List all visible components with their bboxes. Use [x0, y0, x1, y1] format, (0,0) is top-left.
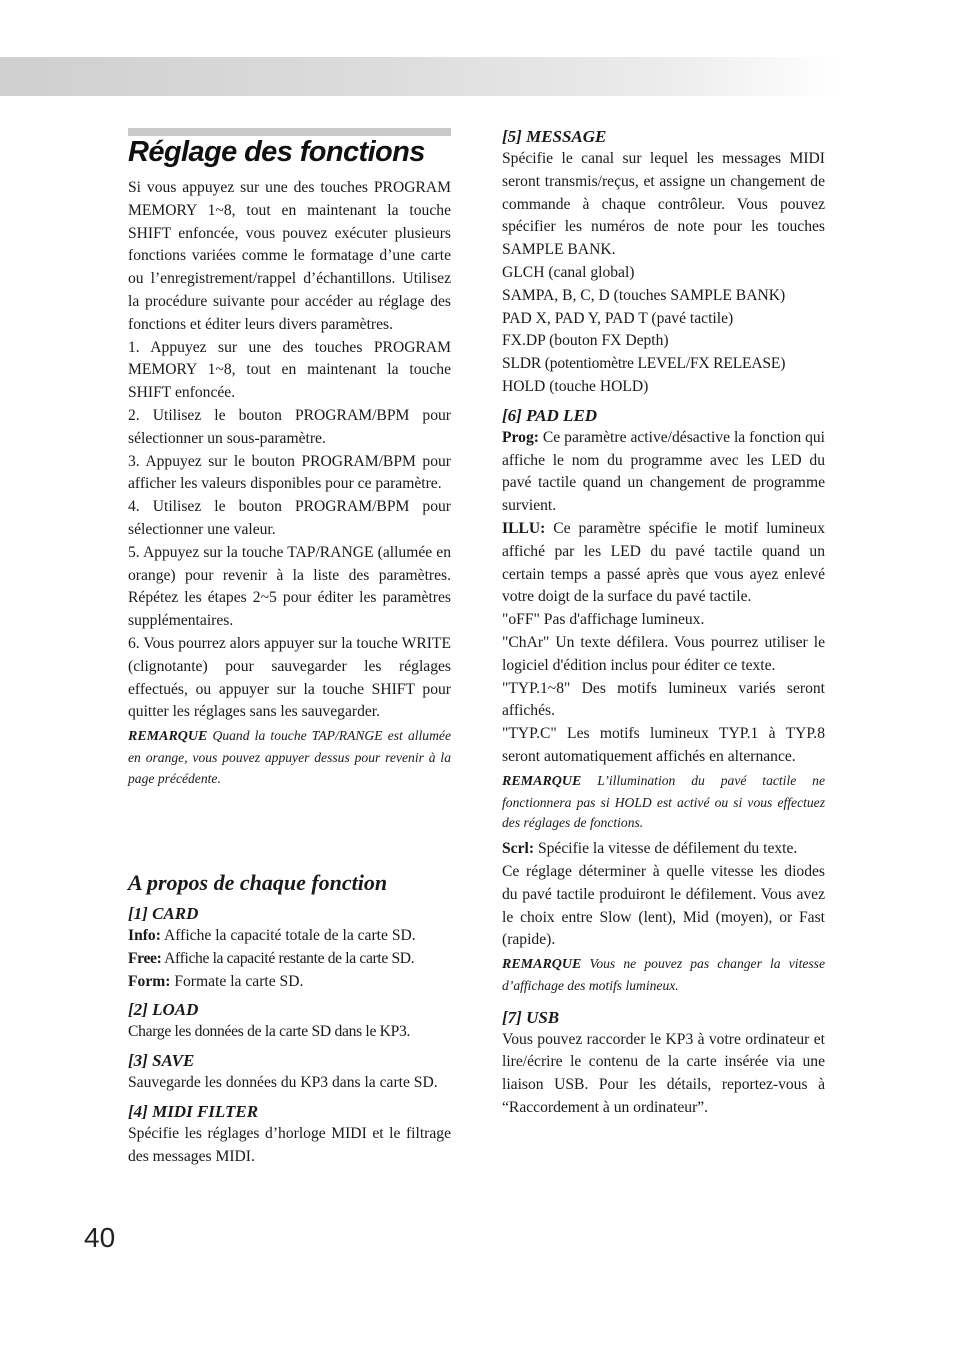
scrl-text: Spécifie la vitesse de défilement du texte. — [534, 840, 798, 858]
message-item-fxdp: FX.DP (bouton FX Depth) — [502, 332, 669, 350]
usb-heading: [7] USB — [502, 1007, 560, 1027]
right-column-body — [502, 126, 825, 1120]
message-item-pad: PAD X, PAD Y, PAD T (pavé tactile) — [502, 309, 734, 327]
left-column-body — [128, 177, 451, 790]
card-info-label: Info: — [128, 927, 161, 944]
prog-paragraph — [502, 427, 825, 518]
card-info — [128, 925, 451, 948]
remark-text: Vous ne pouvez pas changer la vitesse d’affichage des motifs lumineux. — [502, 956, 825, 993]
card-form-text: Formate la carte SD. — [170, 972, 304, 990]
illu-off: "oFF" Pas d'affichage lumineux. — [502, 611, 705, 629]
message-heading: [5] MESSAGE — [502, 127, 607, 146]
step-4: 4. Utilisez le bouton PROGRAM/BPM pour sélectionner une valeur. — [128, 498, 451, 538]
step-6: 6. Vous pourrez alors appuyer sur la touche WRITE (clignotante) pour sauvegarder les réglages effectués, ou appuyer sur la touche SHIFT pour quitter les réglages sans les sauvegarder. — [128, 634, 451, 721]
card-heading: [1] CARD — [128, 904, 199, 923]
illu-paragraph — [502, 518, 825, 609]
load-text: Charge les données de la carte SD dans le KP3. — [128, 1023, 411, 1041]
illu-typ: "TYP.1~8" Des motifs lumineux variés seront affichés. — [502, 679, 825, 720]
save-heading: [3] SAVE — [128, 1051, 195, 1071]
remark-tag: REMARQUE — [128, 729, 208, 745]
remark-tag: REMARQUE — [502, 957, 582, 973]
scrl-detail: Ce réglage déterminer à quelle vitesse les diodes du pavé tactile produiront le défilement. Vous avez le choix entre Slow (lent), Mid (moyen), or Fast (rapide). — [502, 862, 825, 949]
load-heading: [2] LOAD — [128, 1000, 199, 1020]
card-free-label: Free: — [128, 949, 162, 967]
remark-note-illumination — [502, 771, 825, 834]
functions-section — [128, 869, 451, 1169]
step-5: 5. Appuyez sur la touche TAP/RANGE (allumée en orange) pour revenir à la liste des paramètres. Répétez les étapes 2~5 pour éditer les paramètres supplémentaires. — [128, 543, 451, 630]
card-form — [128, 971, 451, 994]
message-item-hold: HOLD (touche HOLD) — [502, 377, 649, 395]
illu-text: Ce paramètre spécifie le motif lumineux affiché par les LED du pavé tactile quand un certain temps a passé après que vous ayez enlevé votre doigt de la surface du pavé tactile. — [502, 519, 825, 606]
header-band — [0, 57, 954, 96]
message-text: Spécifie le canal sur lequel les messages MIDI seront transmis/reçus, et assigne un changement de commande à chaque contrôleur. Vous pouvez spécifier les numéros de note pour les touches SAMPLE BANK. — [502, 150, 825, 259]
intro-paragraph: Si vous appuyez sur une des touches PROGRAM MEMORY 1~8, tout en maintenant la touche SHIFT enfoncée, vous pouvez exécuter plusieurs fonctions variées comme le formatage d’une carte ou l’enregistrement/rappel d’échantillons. Utilisez la procédure suivante pour accéder au réglage des fonctions et éditer leurs divers paramètres. — [128, 179, 451, 333]
illu-char: "ChAr" Un texte défilera. Vous pourrez utiliser le logiciel d'édition inclus pour éditer ce texte. — [502, 633, 825, 674]
pad-led-heading: [6] PAD LED — [502, 405, 598, 425]
step-2: 2. Utilisez le bouton PROGRAM/BPM pour sélectionner un sous-paramètre. — [128, 406, 451, 447]
usb-text: Vous pouvez raccorder le KP3 à votre ordinateur et lire/écrire le contenu de la carte insérée via une liaison USB. Pour les détails, reportez-vous à “Raccordement à un ordinateur”. — [502, 1030, 825, 1117]
card-free-text: Affiche la capacité restante de la carte SD. — [161, 949, 415, 967]
card-form-label: Form: — [128, 972, 171, 990]
step-1: 1. Appuyez sur une des touches PROGRAM MEMORY 1~8, tout en maintenant la touche SHIFT enfoncée. — [128, 338, 451, 402]
prog-label: Prog: — [502, 428, 539, 446]
save-text: Sauvegarde les données du KP3 dans la carte SD. — [128, 1074, 438, 1092]
midi-filter-heading: [4] MIDI FILTER — [128, 1101, 259, 1121]
remark-tag: REMARQUE — [502, 773, 582, 789]
remark-note-speed — [502, 954, 825, 997]
message-item-sldr: SLDR (potentiomètre LEVEL/FX RELEASE) — [502, 355, 786, 373]
page-number: 40 — [84, 1222, 116, 1253]
illu-label: ILLU: — [502, 519, 546, 537]
page-title: Réglage des fonctions — [128, 136, 425, 168]
message-item-glch: GLCH (canal global) — [502, 263, 635, 281]
scrl-paragraph — [502, 838, 825, 861]
remark-text: Quand la touche TAP/RANGE est allumée en orange, vous pouvez appuyer dessus pour revenir à la page précédente. — [128, 728, 451, 786]
scrl-label: Scrl: — [502, 840, 535, 858]
prog-text: Ce paramètre active/désactive la fonction qui affiche le nom du programme avec les LED du pavé tactile quand un changement de programme survient. — [502, 428, 825, 515]
step-3: 3. Appuyez sur le bouton PROGRAM/BPM pour afficher les valeurs disponibles pour ce paramètre. — [128, 452, 451, 493]
card-free — [128, 948, 451, 971]
remark-note — [128, 726, 451, 789]
section-title: A propos de chaque fonction — [128, 870, 388, 895]
midi-filter-text: Spécifie les réglages d’horloge MIDI et le filtrage des messages MIDI. — [128, 1124, 451, 1165]
illu-typc: "TYP.C" Les motifs lumineux TYP.1 à TYP.8 seront automatiquement affichés en alternance. — [502, 725, 825, 765]
message-item-samp: SAMPA, B, C, D (touches SAMPLE BANK) — [502, 286, 786, 304]
title-rule — [128, 128, 451, 136]
remark-text: L’illumination du pavé tactile ne fonctionnera pas si HOLD est activé ou si vous effectuez des réglages de fonctions. — [502, 772, 825, 831]
card-info-text: Affiche la capacité totale de la carte SD. — [160, 927, 416, 944]
